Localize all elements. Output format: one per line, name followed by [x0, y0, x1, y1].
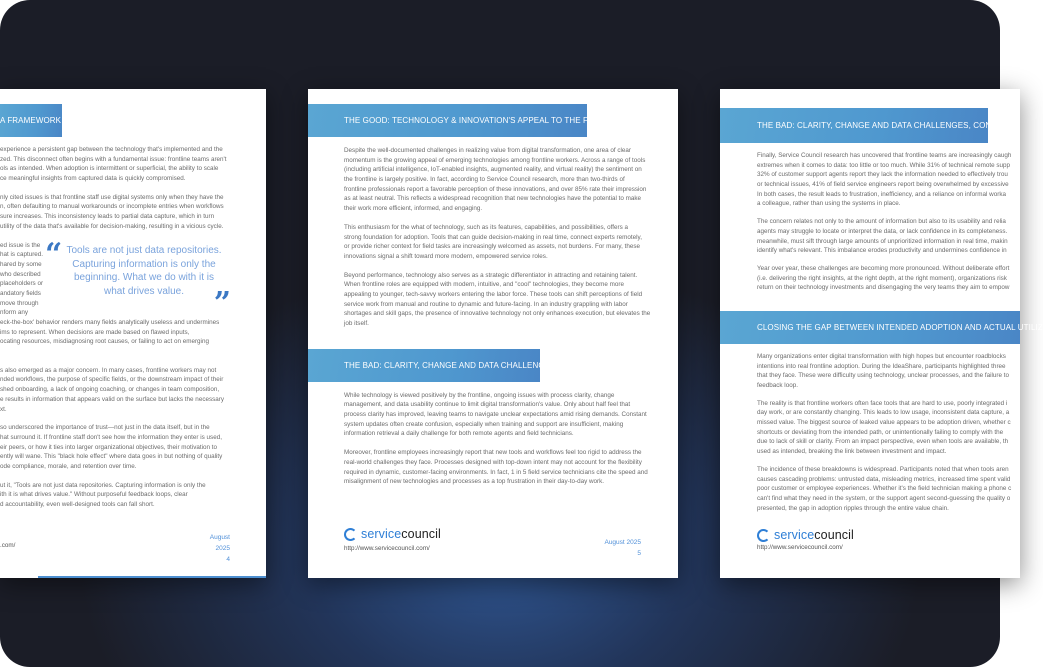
paragraph-line: presented, the gap in adoption ripples through the entire value chain. — [757, 504, 949, 512]
body-paragraph — [308, 448, 648, 487]
paragraph-line: The reality is that frontline workers often face tools that are hard to use, poorly integrated i — [757, 399, 1008, 407]
logo-council: council — [814, 528, 854, 542]
paragraph-line: s also emerged as a major concern. In many cases, frontline workers may not — [0, 366, 217, 374]
body-paragraph — [0, 423, 266, 471]
paragraph-line: (i.e. delivering the right insights, at the right depth, at the right moment), organizations risk — [757, 274, 1007, 282]
paragraph-line: (including artificial intelligence, IoT-enabled insights, augmented reality, and virtual reality) the sentiment on — [344, 166, 642, 174]
paragraph-line: experience a persistent gap between the technology that's implemented and the — [0, 146, 223, 153]
paragraph-line: feedback loop. — [757, 382, 798, 389]
paragraph-line: ently will wane. This "black hole effect" where data goes in but nothing of quality — [0, 453, 223, 461]
footer-date-block — [604, 537, 641, 559]
bottom-rule — [38, 576, 266, 578]
footer-date-block — [196, 532, 230, 565]
paragraph-line: identify what's relevant. This imbalance erodes productivity and undermines confidence in — [757, 247, 1007, 255]
paragraph-line: nded workflows, the purpose of specific fields, or the downstream impact of their — [0, 376, 224, 384]
footer-url: http://www.servicecouncil.com/ — [757, 544, 843, 551]
paragraph-line: xt. — [0, 405, 7, 413]
paragraph-line: When frontline roles are equipped with modern, intuitive, and "cool" technologies, they become more — [344, 281, 624, 289]
paragraph-line: shed onboarding, a lack of ongoing coaching, or changes in team composition, — [0, 386, 220, 394]
body-paragraph — [0, 481, 266, 510]
paragraph-line: so underscored the importance of trust—not just in the data itself, but in the — [0, 424, 210, 432]
paragraph-line: day work, or are constantly changing. This leads to low usage, inconsistent data capture, a — [757, 409, 1010, 417]
paragraph-line: missed value. The biggest source of leaked value appears to be adoption driven, whether c — [757, 419, 1011, 427]
paragraph-line — [0, 347, 266, 357]
paragraph-line: The incidence of these breakdowns is widespread. Participants noted that when tools aren — [757, 465, 1009, 473]
logo-service: service — [774, 528, 815, 542]
document-page-5 — [308, 89, 678, 578]
paragraph-line: n, often defaulting to manual workarounds or incomplete entries when workflows — [0, 203, 224, 211]
paragraph-line: appealing to younger, tech-savvy workers entering the labor force. These tools can shift perceptions of field — [344, 290, 643, 298]
paragraph-line: eir peers, or how it ties into larger organizational objectives, their motivation to — [0, 443, 217, 451]
paragraph-line: required in dynamic, customer-facing environments. In fact, 1 in 5 field service technicians cite the speed and — [344, 468, 648, 476]
paragraph-line: as at least neutral. This reflects a widespread recognition that new technologies have the potential to make — [344, 195, 642, 203]
paragraph-line: agents may struggle to locate or interpret the data, or lack confidence in its completeness. — [757, 227, 1008, 235]
body-paragraph — [0, 145, 266, 184]
paragraph-line: real-world challenges they face. Processes designed with top-down intent may not account for the flexibility — [344, 458, 642, 466]
body-paragraph — [720, 465, 1020, 513]
paragraph-line: The concern relates not only to the amount of information but also to its usability and relia — [757, 218, 1006, 226]
pull-quote — [45, 237, 231, 321]
paragraph-line: return on their technology investments and disengaging the very teams they aim to empow — [757, 284, 1010, 292]
body-paragraph — [308, 223, 644, 262]
paragraph-line: eck-the-box' behavior renders many fields analytically useless and undermines — [0, 319, 220, 326]
paragraph-line: Finally, Service Council research has uncovered that frontline teams are increasingly caugh — [757, 152, 1012, 159]
page-content — [308, 89, 678, 487]
paragraph-line: Many organizations enter digital transformation with high hopes but encounter roadblocks — [757, 352, 1006, 360]
paragraph-line: 32% of customer support agents report they lack the information needed to effectively trou — [757, 171, 1008, 179]
paragraph-line: utility of the data that's available for decision-making, resulting in a vicious cycle. — [0, 222, 224, 230]
paragraph-line: causes cascading problems: untrusted data, misleading metrics, increased time spent valid — [757, 475, 1011, 483]
close-quote-icon: ” — [213, 286, 231, 321]
paragraph-line: andatory fields — [0, 289, 41, 297]
paragraph-line: their work more efficient, informed, and engaging. — [344, 205, 483, 213]
paragraph-line: the frontline is largely positive. In fact, according to Service Council research, more than two-thirds of — [344, 176, 625, 184]
open-quote-icon: “ — [45, 237, 63, 272]
body-paragraph — [308, 391, 647, 439]
paragraph-line: Beyond performance, technology also serves as a strategic differentiator in attracting and retaining talent. — [344, 271, 638, 279]
paragraph-line: meanwhile, must sift through large amounts of unprioritized information in real time, makin — [757, 237, 1008, 245]
body-paragraph — [720, 399, 1020, 457]
paragraph-line: system updates often create confusion, especially when training and support are insufficient, making — [344, 420, 624, 428]
paragraph-line: that they face. These were difficulty using technology, unclear processes, and the failure to — [757, 372, 1010, 380]
paragraph-line: Despite the well-documented challenges in realizing value from digital transformation, one area of clear — [344, 147, 632, 154]
paragraph-line: ims to represent. When decisions are made based on flawed inputs, — [0, 328, 190, 336]
paragraph-line: Moreover, frontline employees increasingly report that new tools and workflows feel too rigid to address the — [344, 449, 642, 457]
paragraph-line: In both cases, the result leads to frustration, inefficiency, and a reliance on informal worka — [757, 190, 1006, 198]
paragraph-line: due to lack of skill or clarity. From an impact perspective, even when tools are available, th — [757, 438, 1009, 446]
paragraph-line: process clarity has improved, leaving teams to navigate unclear expectations amid rising demands. Constant — [344, 411, 647, 419]
logo-council: council — [401, 527, 441, 541]
paragraph-line: job itself. — [344, 320, 369, 327]
paragraph-line: move through — [0, 299, 39, 307]
section-heading: CLOSING THE GAP BETWEEN INTENDED ADOPTION AND ACTUAL UTILIZ — [720, 311, 1020, 344]
document-page-4 — [0, 89, 266, 578]
body-paragraph — [720, 264, 1020, 293]
paragraph-line: who described — [0, 270, 41, 278]
footer-url: http://www.servicecouncil.com/ — [344, 545, 430, 552]
paragraph-line: hat is captured. — [0, 251, 44, 259]
paragraph-line: a colleague, rather than using the systems in place. — [757, 200, 901, 208]
paragraph-line: shortcuts or deviating from the intended path, or unintentionally failing to comply with the — [757, 428, 1004, 436]
paragraph-line: hat surround it. If frontline staff don't see how the information they enter is used, — [0, 433, 222, 441]
paragraph-line: management, and data usability continue to limit digital transformation's value. Only about half feel that — [344, 401, 631, 409]
section-heading: THE GOOD: TECHNOLOGY & INNOVATION'S APPEAL TO THE FRONTLINE — [308, 104, 587, 137]
paragraph-line: sure increases. This inconsistency leads to partial data capture, which in turn — [0, 213, 215, 221]
paragraph-line: information retrieval a daily challenge for both remote agents and field technicians. — [344, 430, 574, 438]
paragraph-line: Year over year, these challenges are becoming more pronounced. Without deliberate effort — [757, 264, 1010, 272]
page-number: 4 — [226, 556, 230, 563]
paragraph-line: ce meaningful insights from captured data is quickly compromised. — [0, 175, 186, 183]
paragraph-line: ocating resources, misdiagnosing root causes, or failing to act on emerging — [0, 338, 209, 346]
paragraph-line: placeholders or — [0, 280, 44, 288]
body-paragraph — [308, 271, 651, 329]
footer-url: .com/ — [0, 542, 16, 549]
body-paragraph — [308, 146, 647, 214]
paragraph-line: ed issue is the — [0, 241, 41, 249]
paragraph-line: While technology is viewed positively by the frontline, ongoing issues with process clarity, change — [344, 391, 615, 399]
section-heading: THE BAD: CLARITY, CHANGE AND DATA CHALLENGES — [308, 349, 540, 382]
logo-service: service — [361, 527, 402, 541]
paragraph-line: extremes when it comes to data: too little or too much. While 31% of technical remote supp — [757, 161, 1011, 169]
paragraph-line: misalignment of new technologies and processes as a top frustration in their day-to-day work. — [344, 478, 605, 486]
paragraph-line: d accountability, even well-designed tools can fall short. — [0, 501, 155, 508]
paragraph-line: ode compliance, morale, and retention over time. — [0, 462, 137, 470]
paragraph-line: This enthusiasm for the what of technology, such as its features, capabilities, and possibilities, offers a — [344, 223, 628, 231]
paragraph-line: ols as intended. When adoption is intermittent or superficial, the ability to scale — [0, 165, 219, 173]
paragraph-line: or provide richer context for field tasks are increasingly welcomed as assets, not burdens. For many, these — [344, 243, 640, 251]
paragraph-line: can't find what they need in the system, or the support agent second-guessing the quality o — [757, 494, 1011, 502]
footer-date: August 2025 — [209, 534, 230, 552]
paragraph-line: nly cited issues is that frontline staff use digital systems only when they have the — [0, 193, 224, 201]
paragraph-line: nform any — [0, 309, 28, 317]
body-paragraph — [720, 151, 1020, 209]
paragraph-line: used as intended, breaking the link between investment and impact. — [757, 448, 947, 456]
paragraph-line: poor customer or employee experiences. Whether it's the field technician making a phone c — [757, 485, 1012, 493]
paragraph-line: shortages and skill gaps, the presence of innovative technology not only enhances execution, but elevates the — [344, 310, 651, 318]
servicecouncil-logo — [757, 528, 854, 542]
paragraph-line: momentum is the growing appeal of emerging technologies among frontline workers. Across a range of tools — [344, 156, 646, 164]
servicecouncil-logo — [344, 527, 441, 541]
footer-date: August 2025 — [604, 539, 641, 546]
section-heading: A FRAMEWORK — [0, 104, 62, 137]
logo-c-icon — [344, 528, 357, 541]
section-heading: THE BAD: CLARITY, CHANGE AND DATA CHALLENGES, CONT... — [720, 108, 988, 143]
paragraph-line: e results in information that appears valid on the surface but lacks the necessary — [0, 395, 225, 403]
logo-c-icon — [757, 529, 770, 542]
body-paragraph — [720, 352, 1020, 391]
page-number: 5 — [637, 550, 641, 557]
paragraph-line: service work from manual and routine to dynamic and future-facing. In an industry grappling with labor — [344, 300, 628, 308]
paragraph-line: frontline professionals report a favorable perception of these innovations, and over 85% rate their impression — [344, 185, 647, 193]
pull-quote-text: Tools are not just data repositories. Capturing information is only the beginning. What we do with it is what drives value. — [66, 245, 222, 297]
page-content — [720, 89, 1043, 513]
paragraph-line: intentions into real frontline adoption. During the IdeaShare, participants highlighted three — [757, 362, 1006, 370]
document-page-6 — [720, 89, 1043, 578]
paragraph-line: hared by some — [0, 260, 42, 268]
paragraph-line: or technical issues, 41% of field service engineers report being overwhelmed by excessive — [757, 181, 1009, 189]
body-paragraph — [720, 217, 1020, 256]
paragraph-line: ith it is what drives value." Without purposeful feedback loops, clear — [0, 491, 188, 499]
paragraph-line: ut it, "Tools are not just data repositories. Capturing information is only the — [0, 481, 206, 489]
paragraph-line: zed. This disconnect often begins with a fundamental issue: frontline teams aren't — [0, 155, 227, 163]
paragraph-line: strong foundation for adoption. Tools that can guide decision-making in real time, connect experts remotely, — [344, 233, 642, 241]
body-paragraph — [0, 193, 266, 232]
body-paragraph — [0, 366, 266, 414]
paragraph-line: innovations signal a shift toward more modern, empowered service roles. — [344, 252, 548, 260]
